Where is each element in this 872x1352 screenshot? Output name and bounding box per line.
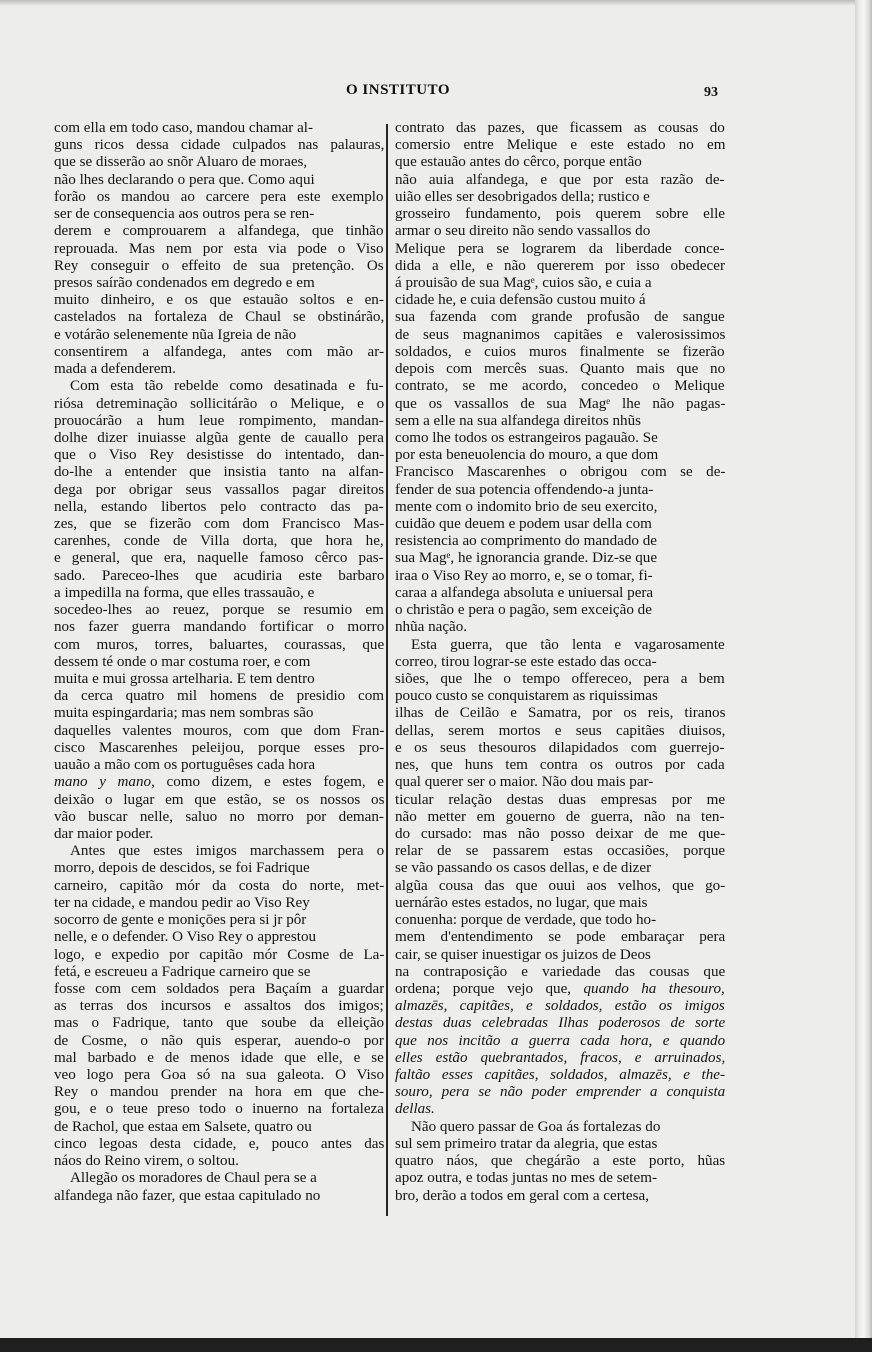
- text-line: se vão passando os casos dellas, e de dizer: [395, 860, 652, 877]
- text-line: relar de se passarem estas occasiões, porque: [395, 843, 725, 860]
- scan-bottom-border: [0, 1338, 872, 1352]
- text-line: Rey conseguir o effeito de sua pretenção. Os: [54, 257, 384, 274]
- text-segment: quando ha thesouro,: [583, 980, 725, 997]
- text-line: siões, que lhe o tempo offereceo, pera a bem: [395, 671, 725, 687]
- text-line: ilhas de Ceilão e Samatra, por os reis, tiranos: [395, 705, 725, 722]
- text-line: morro, depois de descidos, se foi Fadrique: [54, 860, 310, 877]
- text-line: dellas, serem mortos e seus capitães diuisos,: [395, 722, 725, 739]
- text-segment: ordena; porque vejo que,: [395, 980, 584, 997]
- text-line: do-lhe a entender que insistia tanto na alfan-: [54, 464, 384, 481]
- text-line: Antes que estes imigos marchassem pera o: [70, 843, 384, 860]
- text-line: quatro náos, que chegárão a este porto, hũas: [395, 1153, 725, 1170]
- text-line: daquelles valentes mouros, com que dom Fran-: [54, 722, 384, 739]
- text-line: nelle, e o defender. O Viso Rey o apprestou: [54, 929, 317, 946]
- text-line: resistencia ao comprimento do mandado de: [395, 533, 657, 550]
- left-text-column: [54, 120, 384, 1225]
- text-line: não lhes declarando o pera que. Como aqui: [54, 171, 315, 188]
- text-line: mente com o indomito brio de seu exercito,: [395, 498, 658, 515]
- text-line: fetá, e escreueu a Fadrique carneiro que se: [54, 963, 311, 980]
- text-line: veo logo pera Goa só na sua galeota. O Viso: [54, 1067, 384, 1084]
- text-line: elles estão quebrantados, fracos, e arruinados,: [395, 1049, 725, 1066]
- text-line: bro, derão a todos em geral com a certesa,: [395, 1187, 649, 1204]
- text-line: grosseiro fundamento, pois querem sobre elle: [395, 206, 725, 223]
- text-line: Rey o mandou prender na hora em que che-: [54, 1084, 384, 1101]
- text-line: comersio entre Melique e este estado no em: [395, 137, 725, 154]
- text-line: alfandega não fazer, que estaa capitulado no: [54, 1187, 321, 1204]
- column-divider: [386, 124, 388, 1216]
- text-line: dessem té onde o mar costuma roer, e com: [54, 653, 311, 670]
- text-line: cisco Mascarenhes peleijou, porque esses pro-: [54, 739, 384, 756]
- text-line: conuenha: porque de verdade, que todo ho-: [395, 912, 657, 929]
- text-line: sua Magᵉ, he ignorancia grande. Diz-se que: [395, 550, 658, 567]
- text-line: contrato das pazes, que ficassem as cousas do: [395, 120, 725, 136]
- text-line: iraa o Viso Rey ao morro, e, se o tomar, fi-: [395, 567, 653, 584]
- text-line: dellas.: [395, 1101, 435, 1118]
- text-line: ticular relação destas duas empresas por me: [395, 791, 725, 808]
- text-line: de Cosme, o não quis esperar, auendo-o por: [54, 1032, 384, 1049]
- text-line: cinco legoas desta cidade, e, pouco antes das: [54, 1135, 384, 1152]
- text-line: faltão esses capitães, soldados, almazēs, e the-: [395, 1067, 725, 1084]
- text-line: Allegão os moradores de Chaul pera se a: [70, 1170, 317, 1187]
- text-line: riósa detreminação sollicitárão o Melique, e o: [54, 395, 384, 412]
- page-top-edge: [0, 0, 855, 6]
- text-line: dida a elle, e não quererem por isso obedecer: [395, 257, 725, 274]
- text-line: almazēs, capitães, e soldados, estão os imigos: [395, 998, 725, 1015]
- text-line: reprouada. Mas nem por esta via pode o Viso: [54, 240, 384, 257]
- text-line: correo, tirou lograr-se este estado das occa-: [395, 653, 657, 670]
- text-line: vão buscar nelle, saluo no morro por deman-: [54, 808, 384, 825]
- text-line: contrato, se me acordo, concedeo o Melique: [395, 378, 725, 395]
- text-line: sem a elle na sua alfandega direitos nhũs: [395, 412, 642, 429]
- text-line: uauão a mão com os portuguêses cada hora: [54, 757, 316, 774]
- text-line: gou, e o teue preso todo o inuerno na fortaleza: [54, 1101, 384, 1118]
- text-line: como lhe todos os estrangeiros pagauão. Se: [395, 429, 658, 446]
- text-line: socorro de gente e moniçōes pera si jr pôr: [54, 912, 307, 929]
- text-line: apoz outra, e todas juntas no mes de setem-: [395, 1170, 657, 1187]
- text-line: que se disserão ao snõr Aluaro de moraes,: [54, 154, 308, 171]
- text-line: dolhe dizer inuiasse algũa gente de cauallo pera: [54, 429, 384, 446]
- text-segment: , como dizem, e estes fogem, e: [151, 774, 384, 791]
- text-line: Esta guerra, que tão lenta e vagarosamente: [411, 636, 725, 653]
- text-line: presos saírão condenados em degredo e em: [54, 274, 315, 291]
- text-line: qual querer ser o maior. Não dou mais par-: [395, 774, 654, 791]
- text-line: derem e comprouarem a alfandega, que tinhão: [54, 223, 384, 240]
- text-line: depois com mercês suas. Quanto mais que no: [395, 361, 725, 378]
- text-line: por esta beneuolencia do mouro, a que dom: [395, 447, 659, 464]
- text-line: socedeo-lhes ao reuez, porque se resumio em: [54, 602, 384, 619]
- right-text-column: [395, 120, 725, 1225]
- text-line: prouocárão a hum leue rompimento, mandan-: [54, 412, 384, 429]
- text-line: não auia alfandega, e que por esta razão de-: [395, 171, 725, 188]
- page-number: 93: [704, 85, 718, 100]
- text-line: nhũa nação.: [395, 619, 468, 636]
- text-line: o christão e pera o pagão, sem exceição de: [395, 602, 652, 619]
- text-segment: mano y mano: [54, 774, 152, 791]
- text-line: as terras dos incursos e assaltos dos imigos;: [54, 998, 384, 1015]
- text-line: de seus magnanimos capitães e valerosissimos: [395, 326, 725, 343]
- text-line: Com esta tão rebelde como desatinada e fu-: [70, 378, 384, 395]
- text-line: soldados, e cuios muros finalmente se fizerão: [395, 343, 725, 360]
- text-line: nos fazer guerra mandando fortificar o morro: [54, 619, 384, 636]
- text-line: de Rachol, que estaa em Salsete, quatro ou: [54, 1118, 312, 1135]
- text-line: mem d'entendimento se pode embaraçar pera: [395, 929, 725, 946]
- text-line: que o Viso Rey desistisse do intentado, dan-: [54, 447, 384, 464]
- text-line: que estauão antes do cêrco, porque então: [395, 154, 642, 171]
- text-line: cuidão que deuem e podem usar della com: [395, 516, 652, 533]
- text-line: e os seus thesouros dilapidados com guerrejo-: [395, 739, 725, 756]
- text-line: uernárão estes estados, no lugar, que mais: [395, 894, 648, 911]
- text-line: a impedilla na forma, que elles trassauão, e: [54, 584, 315, 601]
- text-line: [54, 774, 384, 791]
- text-line: náos do Reino virem, o soltou.: [54, 1153, 239, 1170]
- text-line: sua fazenda com grande profusão de sangue: [395, 309, 725, 326]
- text-line: sado. Pareceo-lhes que acudiria este barbaro: [54, 567, 384, 584]
- text-line: e general, que era, naquelle famoso cêrco pas-: [54, 550, 384, 567]
- text-line: não metter em gouerno de guerra, não na ten-: [395, 808, 725, 825]
- text-line: caraa a alfandega absoluta e uniuersal pera: [395, 584, 654, 601]
- text-line: mas o Fadrique, tanto que soube da elleição: [54, 1015, 384, 1032]
- text-line: muita espingardaria; mas nem sombras são: [54, 705, 314, 722]
- text-line: da cerca quatro mil homens de presidio com: [54, 688, 384, 705]
- text-line: forão os mandou ao carcere pera este exemplo: [54, 188, 384, 205]
- running-header: O INSTITUTO: [345, 82, 450, 98]
- text-line: sul sem primeiro tratar da alegria, que estas: [395, 1135, 658, 1152]
- text-line: armar o seu direito não sendo vassallos do: [395, 223, 651, 240]
- text-line: mada a defenderem.: [54, 361, 176, 378]
- text-line: e votárão selenemente nũa Igreia de não: [54, 326, 297, 343]
- text-line: fosse com cem soldados pera Baçaím a guardar: [54, 980, 384, 997]
- text-line: carenhes, conde de Villa dorta, que hora he,: [54, 533, 384, 550]
- text-line: Francisco Mascarenhes o obrigou com se de-: [395, 464, 725, 481]
- text-line: consentirem a alfandega, antes com mão ar-: [54, 343, 384, 360]
- text-line: mal barbado e de menos idade que elle, e se: [54, 1049, 384, 1066]
- text-line: pouco custo se conquistarem as riquissimas: [395, 688, 658, 705]
- text-line: zes, que se fizerão com dom Francisco Mas-: [54, 516, 384, 533]
- text-line: dega por obrigar seus vassallos pagar direitos: [54, 481, 384, 498]
- text-line: muita e mui grossa artelharia. E tem dentro: [54, 671, 315, 687]
- text-line: cair, se quiser inuestigar os juizos de Deos: [395, 946, 651, 963]
- text-line: do cursado: mas não posso deixar de me que-: [395, 825, 725, 842]
- page-right-edge: [855, 0, 872, 1352]
- text-line: que os vassallos de sua Magᵉ lhe não pagas-: [395, 395, 725, 412]
- text-line: á prouisão de sua Magᵉ, cuios são, e cuia a: [395, 274, 652, 291]
- text-line: uião elles ser desobrigados della; rustico e: [395, 188, 650, 205]
- text-line: guns ricos dessa cidade culpados nas palauras,: [54, 137, 384, 154]
- text-line: destas duas celebradas Ilhas poderosos de sorte: [395, 1015, 725, 1032]
- text-line: castelados na fortaleza de Chaul se obstinárão,: [54, 309, 384, 326]
- text-line: algũa cousa das que ouui aos velhos, que go-: [395, 877, 725, 894]
- text-line: ter na cidade, e mandou pedir ao Viso Rey: [54, 894, 310, 911]
- text-line: dar maior poder.: [54, 825, 154, 842]
- text-line: deixão o lugar em que estão, se os nossos os: [54, 791, 384, 808]
- text-line: ser de consequencia aos outros pera se ren-: [54, 206, 315, 223]
- text-line: que nos incitão a guerra cada hora, e quando: [395, 1032, 725, 1049]
- text-line: logo, e expedio por capitão mór Cosme de La-: [54, 946, 384, 963]
- text-line: com muros, torres, baluartes, courassas, que: [54, 636, 384, 653]
- text-line: carneiro, capitão mór da costa do norte, met-: [54, 877, 384, 894]
- text-line: cidade he, e cuia defensão custou muito á: [395, 292, 646, 309]
- text-line: Melique pera se lograrem da liberdade conce-: [395, 240, 725, 257]
- text-line: fender de sua potencia offendendo-a junta-: [395, 481, 654, 498]
- text-line: muito dinheiro, e os que estauão soltos e en-: [54, 292, 384, 309]
- text-line: com ella em todo caso, mandou chamar al-: [54, 120, 314, 136]
- text-line: nes, que huns tem contra os outros por cada: [395, 757, 725, 774]
- text-line: na contraposição e variedade das cousas que: [395, 963, 725, 980]
- text-line: [395, 981, 725, 998]
- text-line: nella, estando libertos pelo contracto das pa-: [54, 498, 384, 515]
- text-line: souro, pera se não poder emprender a conquista: [395, 1084, 725, 1101]
- text-line: Não quero passar de Goa ás fortalezas do: [411, 1118, 661, 1135]
